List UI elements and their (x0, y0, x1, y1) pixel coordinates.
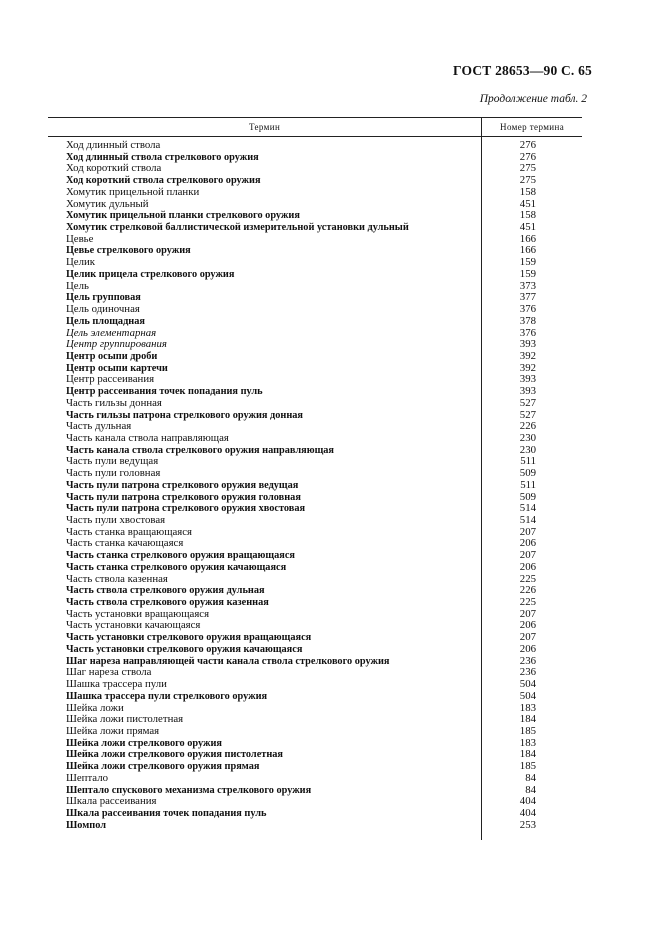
term-cell: Часть ствола стрелкового оружия дульная (66, 585, 265, 597)
term-number-cell: 527 (519, 408, 536, 421)
term-number-cell: 207 (519, 607, 536, 620)
term-cell: Часть пули патрона стрелкового оружия головная (66, 491, 301, 503)
term-cell: Цель (66, 279, 89, 292)
term-number-cell: 378 (519, 314, 536, 327)
term-cell: Часть гильзы патрона стрелкового оружия донная (66, 409, 303, 421)
term-cell: Центр рассеивания (66, 373, 155, 386)
term-cell: Часть пули головная (66, 467, 161, 480)
column-header-term: Термин (248, 122, 281, 132)
term-number-cell: 166 (519, 244, 536, 257)
term-cell: Цель элементарная (66, 326, 157, 339)
term-number-cell: 404 (519, 806, 536, 819)
term-number-cell: 373 (519, 279, 536, 292)
term-number-cell: 225 (519, 572, 536, 585)
term-cell: Часть установки стрелкового оружия вращающаяся (66, 632, 312, 644)
term-cell: Шаг нареза ствола (66, 666, 152, 679)
term-cell: Шкала рассеивания (66, 795, 157, 808)
terms-table (48, 117, 582, 840)
term-cell: Цель групповая (66, 292, 141, 304)
term-number-cell: 206 (519, 537, 536, 550)
term-cell: Целик (66, 256, 96, 269)
term-number-cell: 184 (519, 748, 536, 761)
term-cell: Хомутик стрелковой баллистической измерительной установки дульный (66, 222, 409, 234)
term-cell: Часть ствола казенная (66, 572, 168, 585)
term-cell: Центр осыпи картечи (66, 362, 168, 374)
term-cell: Шкала рассеивания точек попадания пуль (66, 807, 267, 819)
term-number-cell: 158 (519, 185, 536, 198)
term-cell: Центр группирования (66, 338, 167, 351)
term-cell: Часть пули ведущая (66, 455, 159, 468)
term-cell: Шомпол (66, 819, 106, 831)
terms-column (48, 137, 481, 840)
term-number-cell: 183 (519, 736, 536, 749)
term-number-cell: 185 (519, 760, 536, 773)
table-body (48, 137, 582, 840)
term-number-cell: 206 (519, 560, 536, 573)
term-cell: Часть установки качающаяся (66, 619, 201, 632)
term-number-cell: 509 (519, 467, 536, 480)
term-number-cell: 504 (519, 678, 536, 691)
term-number-cell: 275 (519, 174, 536, 187)
term-cell: Шейка ложи пистолетная (66, 713, 184, 726)
term-cell: Шейка ложи прямая (66, 724, 160, 737)
term-cell: Цель одиночная (66, 303, 140, 316)
term-number-cell: 185 (519, 724, 536, 737)
term-cell: Часть пули патрона стрелкового оружия ведущая (66, 479, 299, 491)
term-cell: Часть станка качающаяся (66, 537, 184, 550)
term-number-cell: 230 (519, 443, 536, 456)
term-number-cell: 184 (519, 713, 536, 726)
table-continuation-note: Продолжение табл. 2 (479, 93, 587, 105)
term-cell: Шептало спускового механизма стрелкового оружия (66, 784, 312, 796)
term-cell: Часть станка стрелкового оружия вращающаяся (66, 550, 295, 562)
term-cell: Ход длинный ствола стрелкового оружия (66, 151, 259, 163)
term-number-cell: 392 (519, 361, 536, 374)
term-cell: Хомутик дульный (66, 197, 149, 210)
term-number-cell: 511 (520, 455, 536, 468)
term-cell: Часть станка вращающаяся (66, 525, 193, 538)
term-cell: Шаг нареза направляющей части канала ствола стрелкового оружия (66, 655, 390, 667)
table-header (48, 117, 582, 137)
term-number-cell: 376 (519, 303, 536, 316)
term-number-cell: 207 (519, 631, 536, 644)
term-cell: Центр осыпи дроби (66, 350, 158, 362)
term-cell: Цевье (66, 232, 94, 245)
term-cell: Ход длинный ствола (66, 139, 161, 151)
term-number-cell: 207 (519, 525, 536, 538)
term-number-cell: 159 (519, 267, 536, 280)
term-cell: Шейка ложи стрелкового оружия прямая (66, 761, 260, 773)
term-number-cell: 392 (519, 349, 536, 362)
term-number-cell: 377 (519, 291, 536, 304)
term-number-cell: 509 (519, 490, 536, 503)
term-number-cell: 166 (519, 232, 536, 245)
term-number-cell: 207 (519, 549, 536, 562)
term-cell: Целик прицела стрелкового оружия (66, 268, 235, 280)
numbers-column (481, 137, 582, 840)
term-cell: Часть канала ствола стрелкового оружия направляющая (66, 444, 334, 456)
term-number-cell: 226 (519, 420, 536, 433)
term-number-cell: 158 (519, 209, 536, 222)
term-cell: Часть установки стрелкового оружия качающаяся (66, 643, 303, 655)
term-cell: Центр рассеивания точек попадания пуль (66, 386, 263, 398)
term-cell: Шейка ложи (66, 701, 124, 714)
term-cell: Часть пули патрона стрелкового оружия хвостовая (66, 503, 306, 515)
term-cell: Шептало (66, 771, 108, 784)
term-number-cell: 276 (519, 150, 536, 163)
term-cell: Шашка трассера пули стрелкового оружия (66, 690, 268, 702)
term-number-cell: 159 (519, 256, 536, 269)
term-number-cell: 527 (519, 396, 536, 409)
term-number-cell: 276 (519, 139, 536, 151)
term-cell: Часть ствола стрелкового оружия казенная (66, 597, 269, 609)
term-number-cell: 206 (519, 619, 536, 632)
term-number-cell: 393 (519, 373, 536, 386)
term-cell: Шейка ложи стрелкового оружия (66, 737, 222, 749)
term-number-cell: 451 (519, 197, 536, 210)
term-cell: Часть станка стрелкового оружия качающаяся (66, 561, 287, 573)
term-number-cell: 451 (519, 221, 536, 234)
term-number-cell: 230 (519, 431, 536, 444)
term-cell: Ход короткий ствола стрелкового оружия (66, 175, 261, 187)
term-number-cell: 393 (519, 385, 536, 398)
term-cell: Хомутик прицельной планки (66, 185, 200, 198)
column-header-number: Номер термина (481, 118, 582, 136)
term-cell: Цевье стрелкового оружия (66, 245, 191, 257)
term-number-cell: 84 (525, 771, 536, 784)
term-number-cell: 206 (519, 642, 536, 655)
term-number-cell: 376 (519, 326, 536, 339)
term-number-cell: 236 (519, 666, 536, 679)
term-number-cell: 225 (519, 596, 536, 609)
term-number-cell: 404 (519, 795, 536, 808)
term-number-cell: 226 (519, 584, 536, 597)
term-cell: Ход короткий ствола (66, 162, 162, 175)
term-cell: Часть дульная (66, 420, 132, 433)
term-cell: Часть установки вращающаяся (66, 607, 210, 620)
term-cell: Шейка ложи стрелкового оружия пистолетная (66, 749, 283, 761)
page-header: ГОСТ 28653—90 С. 65 (453, 63, 592, 78)
term-cell: Часть гильзы донная (66, 396, 162, 409)
term-number-cell: 253 (519, 818, 536, 831)
term-cell: Часть пули хвостовая (66, 514, 166, 526)
term-cell: Цель площадная (66, 315, 145, 327)
term-number-cell: 504 (519, 689, 536, 702)
term-number-cell: 514 (519, 514, 536, 526)
term-number-cell: 236 (519, 654, 536, 667)
term-number-cell: 275 (519, 162, 536, 175)
term-number-cell: 511 (520, 478, 536, 491)
term-cell: Шашка трассера пули (66, 678, 167, 691)
term-number-cell: 84 (525, 783, 536, 796)
term-number-cell: 393 (519, 338, 536, 351)
term-number-cell: 183 (519, 701, 536, 714)
term-cell: Часть канала ствола направляющая (66, 431, 229, 444)
term-cell: Хомутик прицельной планки стрелкового оружия (66, 210, 300, 222)
term-number-cell: 514 (519, 502, 536, 515)
